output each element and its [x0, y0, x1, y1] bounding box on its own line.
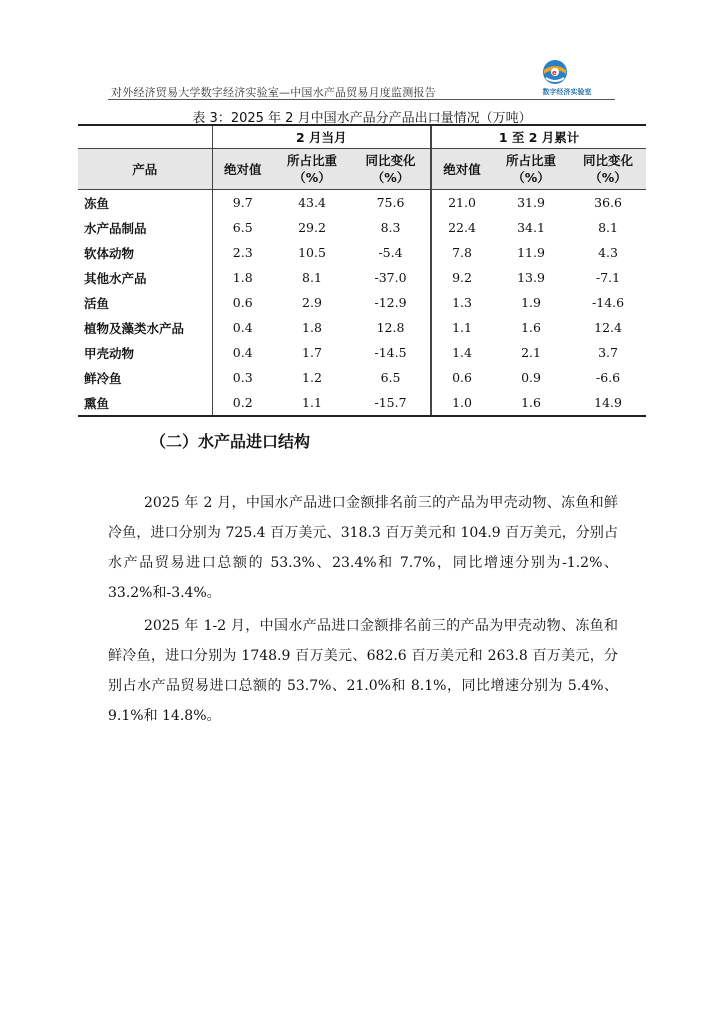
- cell-cum-abs: 9.2: [431, 265, 492, 290]
- cell-product: 植物及藻类水产品: [84, 320, 185, 336]
- cell-cum-abs: 0.6: [431, 365, 492, 390]
- cell-cum-share: 1.6: [521, 320, 541, 335]
- cell-cum-abs: 1.3: [431, 290, 492, 315]
- col-header-month-yoy: [351, 149, 431, 190]
- cell-cum-yoy: 3.7: [598, 345, 618, 360]
- cell-cum-yoy: -7.1: [595, 270, 621, 285]
- cell-month-abs: 6.5: [212, 215, 273, 240]
- col-header-cum-yoy: [570, 149, 646, 190]
- cell-cum-yoy: 36.6: [594, 195, 622, 210]
- table-row: [78, 290, 646, 315]
- cell-cum-abs: 1.4: [431, 340, 492, 365]
- cell-product: 软体动物: [84, 245, 135, 261]
- cell-cum-abs: 7.8: [431, 240, 492, 265]
- table-row: [78, 265, 646, 290]
- cell-cum-share: 2.1: [521, 345, 541, 360]
- cell-month-share: 10.5: [298, 245, 326, 260]
- cell-product: 熏鱼: [78, 390, 212, 416]
- lab-logo-text: 数字经济实验室: [542, 88, 592, 96]
- cell-month-abs: 9.7: [212, 190, 273, 216]
- table-row: [78, 315, 646, 340]
- col-header-cum-abs: 绝对值: [431, 149, 492, 190]
- paragraph-feb: 2025 年 2 月，中国水产品进口金额排名前三的产品为甲壳动物、冻鱼和鲜冷鱼，进口分别为 725.4 百万美元、318.3 百万美元和 104.9 百万美元，分别占水产品贸易进口总额的 53.3%、23.4%和 7.7%，同比增速分别为-1.2%、33.2%和-3.4%。: [108, 495, 618, 601]
- cell-month-abs: 2.3: [212, 240, 273, 265]
- cell-month-abs: 1.8: [212, 265, 273, 290]
- cell-product: 冻鱼: [84, 195, 110, 211]
- table-row: [78, 365, 646, 390]
- cell-cum-abs: 1.0: [431, 390, 492, 416]
- cell-cum-share: 13.9: [517, 270, 545, 285]
- cell-month-share: 8.1: [302, 270, 322, 285]
- table-row: [78, 340, 646, 365]
- cell-month-yoy: 12.8: [376, 320, 405, 335]
- cell-month-yoy: 8.3: [380, 220, 401, 235]
- col-header-month-yoy-l1: 同比变化: [365, 153, 416, 168]
- cell-month-yoy: -15.7: [351, 390, 431, 416]
- cell-cum-abs: 1.1: [431, 315, 492, 340]
- cell-month-share: 43.4: [298, 195, 326, 210]
- cell-month-abs: 0.2: [212, 390, 273, 416]
- col-header-cum-share: [492, 149, 570, 190]
- table-caption: 表 3：2025 年 2 月中国水产品分产品出口量情况（万吨）: [192, 111, 532, 126]
- header-blank-cell: [78, 125, 212, 149]
- cell-cum-abs: 21.0: [431, 190, 492, 216]
- col-header-cum-yoy-l1: 同比变化: [583, 153, 634, 168]
- svg-text:e: e: [552, 69, 557, 77]
- cell-month-share: 1.7: [302, 345, 322, 360]
- cell-cum-share: 34.1: [517, 220, 545, 235]
- cell-month-share: 1.2: [302, 370, 322, 385]
- cell-month-share: 1.1: [273, 390, 351, 416]
- cell-product: 水产品制品: [84, 220, 147, 236]
- col-header-cum-share-l2: （%）: [512, 170, 550, 185]
- cell-month-abs: 0.4: [212, 340, 273, 365]
- cell-month-yoy: -12.9: [374, 295, 407, 310]
- group-header-cumulative: 1 至 2 月累计: [431, 125, 646, 149]
- cell-product: 鲜冷鱼: [84, 370, 122, 386]
- paragraph-jan-feb: 2025 年 1-2 月，中国水产品进口金额排名前三的产品为甲壳动物、冻鱼和鲜冷鱼，进口分别为 1748.9 百万美元、682.6 百万美元和 263.8 百万美元，分别占水产品贸易进口总额的 53.7%、21.0%和 8.1%，同比增速分别为 5.4%、9.1%和 14.8%。: [108, 618, 618, 724]
- section-title: （二）水产品进口结构: [150, 432, 311, 451]
- header-divider: [108, 99, 615, 100]
- cell-month-share: 2.9: [302, 295, 322, 310]
- cell-month-share: 1.8: [302, 320, 322, 335]
- col-header-cum-yoy-l2: （%）: [589, 170, 627, 185]
- table-row: [78, 215, 646, 240]
- cell-cum-share: 0.9: [521, 370, 541, 385]
- table-row: [78, 390, 646, 416]
- col-header-month-share: [273, 149, 351, 190]
- col-header-month-yoy-l2: （%）: [371, 170, 410, 185]
- cell-cum-yoy: 14.9: [570, 390, 646, 416]
- cell-product: 其他水产品: [84, 270, 147, 286]
- cell-cum-yoy: -6.6: [595, 370, 621, 385]
- cell-cum-share: 1.6: [492, 390, 570, 416]
- group-header-month: 2 月当月: [212, 125, 431, 149]
- cell-cum-share: 31.9: [517, 195, 545, 210]
- col-header-month-share-l2: （%）: [293, 170, 331, 185]
- cell-cum-yoy: 8.1: [598, 220, 618, 235]
- cell-product: 甲壳动物: [84, 345, 135, 361]
- col-header-month-abs: 绝对值: [212, 149, 273, 190]
- cell-month-abs: 0.6: [212, 290, 273, 315]
- table-row: [78, 240, 646, 265]
- cell-cum-yoy: 12.4: [594, 320, 622, 335]
- cell-month-yoy: -14.5: [374, 345, 407, 360]
- cell-cum-share: 11.9: [517, 245, 545, 260]
- cell-cum-yoy: 4.3: [598, 245, 618, 260]
- cell-month-yoy: -37.0: [374, 270, 407, 285]
- cell-month-yoy: -5.4: [378, 245, 403, 260]
- cell-month-share: 29.2: [298, 220, 326, 235]
- cell-month-yoy: 75.6: [376, 195, 405, 210]
- table-row: [78, 190, 646, 216]
- cell-month-abs: 0.3: [212, 365, 273, 390]
- cell-month-abs: 0.4: [212, 315, 273, 340]
- report-header-title: 对外经济贸易大学数字经济实验室—中国水产品贸易月度监测报告: [111, 86, 436, 99]
- cell-cum-share: 1.9: [521, 295, 541, 310]
- cell-cum-abs: 22.4: [431, 215, 492, 240]
- cell-cum-yoy: -14.6: [592, 295, 625, 310]
- cell-month-yoy: 6.5: [380, 370, 401, 385]
- col-header-cum-share-l1: 所占比重: [506, 153, 557, 168]
- export-volume-table: [78, 124, 646, 417]
- cell-product: 活鱼: [84, 295, 110, 311]
- col-header-product: 产品: [78, 149, 212, 190]
- col-header-month-share-l1: 所占比重: [286, 153, 337, 168]
